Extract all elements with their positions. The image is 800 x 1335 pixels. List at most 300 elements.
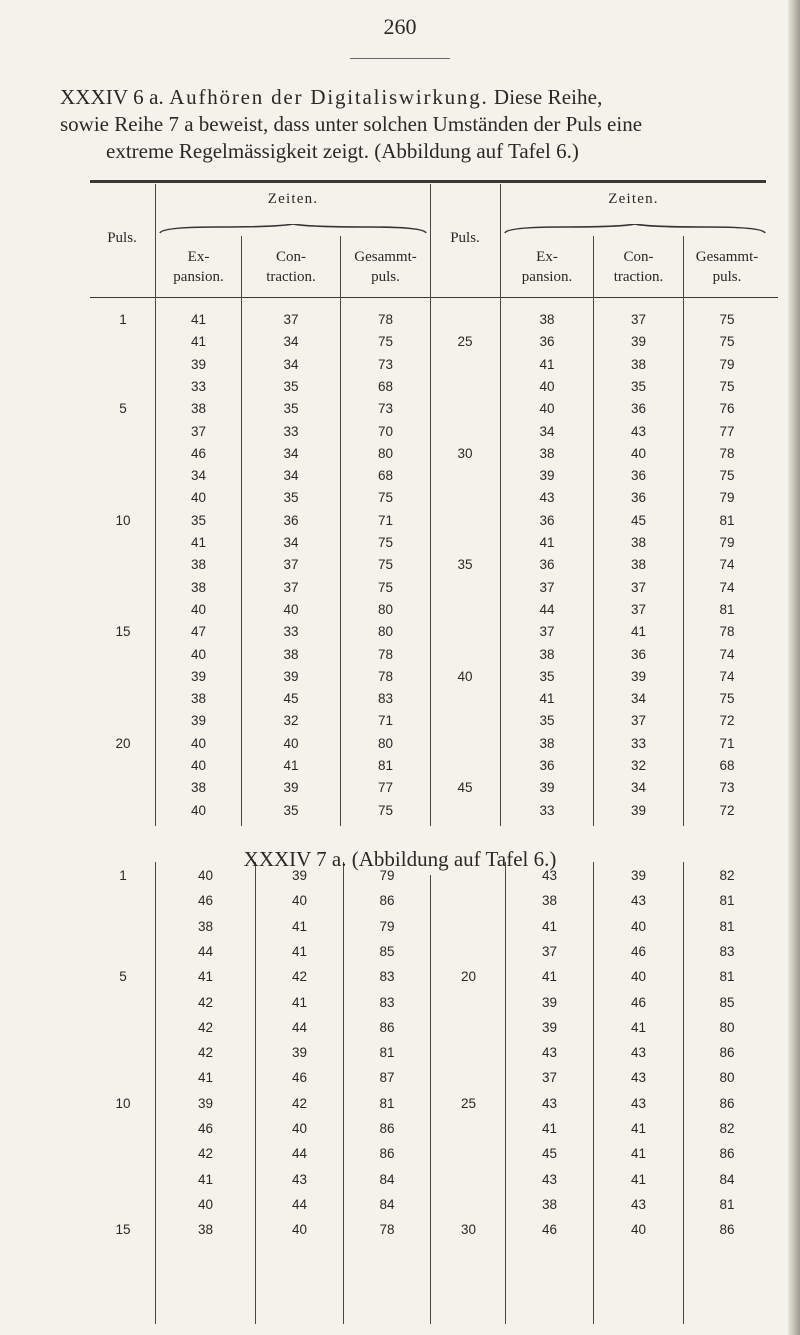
- cell-puls-right: [432, 1044, 505, 1062]
- cell-puls-left: 10: [115, 1095, 131, 1111]
- cell-puls-left: 5: [119, 401, 127, 417]
- cell-gesammtpuls-right: 75: [719, 378, 735, 394]
- cell-expansion-left: 41: [197, 1171, 214, 1187]
- cell-contraction-left: 41: [283, 758, 299, 773]
- cell-gesammtpuls-right: 85: [719, 994, 735, 1010]
- cell-expansion-left: 42: [197, 1019, 214, 1035]
- cell-expansion-left: 39: [190, 713, 207, 729]
- header-gesammtpuls-right: [684, 247, 770, 287]
- caption-line-2: sowie Reihe 7 a beweist, dass unter solchen Umständen der Puls eine: [60, 112, 643, 136]
- cell-puls-left: 1: [119, 868, 127, 883]
- page-number: 260: [383, 14, 417, 39]
- cell-expansion-right: 36: [539, 758, 555, 773]
- cell-puls-right: [432, 1019, 505, 1037]
- cell-gesammtpuls-right: 74: [719, 668, 735, 684]
- cell-contraction-left: 40: [283, 735, 299, 751]
- cell-puls-right: [432, 867, 505, 885]
- cell-contraction-right: 40: [630, 445, 647, 461]
- cell-expansion-right: 38: [539, 312, 555, 327]
- cell-contraction-right: 34: [630, 780, 647, 796]
- cell-contraction-left: 44: [291, 1196, 308, 1212]
- header-zeiten-right: Zeiten.: [608, 191, 659, 207]
- cell-expansion-left: 38: [190, 579, 207, 595]
- cell-puls-right: 30: [457, 445, 473, 461]
- cell-contraction-left: 36: [283, 512, 299, 528]
- cell-puls-right: [432, 579, 498, 597]
- cell-gesammtpuls-left: 71: [377, 512, 394, 528]
- cell-gesammtpuls-left: 83: [379, 969, 395, 985]
- cell-contraction-left: 40: [291, 1222, 308, 1238]
- cell-expansion-right: 41: [539, 535, 555, 550]
- cell-gesammtpuls-right: 79: [719, 535, 735, 550]
- cell-contraction-left: 35: [283, 802, 299, 818]
- cell-expansion-right: 33: [539, 802, 555, 818]
- cell-expansion-right: 44: [539, 601, 555, 617]
- cell-puls-left: 5: [119, 969, 127, 985]
- cell-gesammtpuls-left: 86: [379, 1019, 395, 1035]
- cell-gesammtpuls-left: 68: [377, 468, 394, 484]
- cell-expansion-left: 38: [190, 557, 207, 573]
- cell-puls-left: [92, 757, 154, 775]
- cell-contraction-right: 41: [630, 624, 647, 640]
- header-puls-left: Puls.: [107, 230, 137, 246]
- caption-line-1: [60, 84, 780, 111]
- cell-expansion-left: 39: [190, 356, 207, 372]
- cell-puls-left: [92, 333, 154, 351]
- cell-puls-right: [432, 892, 505, 910]
- cell-puls-left: [92, 1120, 154, 1138]
- table-7a-title: XXXIV 7 a. (Abbildung auf Tafel 6.): [243, 847, 557, 871]
- zeiten-brace-right: [503, 224, 767, 234]
- cell-expansion-right: 38: [541, 1196, 558, 1212]
- cell-gesammtpuls-right: 80: [719, 1070, 735, 1086]
- cell-contraction-left: 33: [283, 624, 299, 640]
- caption-prefix: XXXIV 6 a.: [60, 85, 170, 109]
- cell-contraction-right: 35: [630, 378, 647, 394]
- cell-puls-left: [92, 892, 154, 910]
- header-expansion-1: Ex-: [187, 249, 210, 265]
- cell-expansion-right: 36: [539, 557, 555, 573]
- cell-expansion-right: 37: [541, 1070, 558, 1086]
- cell-gesammtpuls-right: 82: [719, 1121, 735, 1136]
- cell-gesammtpuls-left: 79: [379, 868, 395, 883]
- cell-expansion-right: 45: [541, 1146, 558, 1162]
- cell-gesammtpuls-left: 80: [377, 445, 394, 461]
- cell-gesammtpuls-right: 79: [719, 356, 735, 372]
- cell-puls-right: 30: [460, 1222, 477, 1238]
- header-contraction-1: Con-: [623, 249, 654, 265]
- cell-contraction-left: 44: [291, 1146, 308, 1162]
- cell-expansion-left: 40: [197, 1196, 214, 1212]
- cell-expansion-right: 41: [541, 969, 558, 985]
- cell-contraction-left: 35: [283, 401, 299, 417]
- cell-expansion-left: 41: [190, 535, 207, 550]
- cell-expansion-right: 41: [539, 356, 555, 372]
- cell-gesammtpuls-left: 84: [379, 1171, 395, 1187]
- cell-gesammtpuls-left: 78: [377, 312, 394, 327]
- cell-contraction-left: 34: [283, 445, 299, 461]
- header-gesammtpuls-2: puls.: [371, 269, 400, 285]
- cell-puls-right: [432, 512, 498, 530]
- cell-contraction-left: 40: [291, 1121, 308, 1136]
- cell-gesammtpuls-right: 68: [719, 758, 735, 773]
- page-number-rule: [350, 58, 450, 59]
- cell-expansion-right: 43: [541, 1171, 558, 1187]
- cell-puls-right: [432, 378, 498, 396]
- cell-contraction-left: 34: [283, 468, 299, 484]
- cell-contraction-right: 37: [630, 579, 647, 595]
- cell-gesammtpuls-left: 77: [377, 780, 394, 796]
- cell-expansion-right: 43: [539, 490, 555, 506]
- header-gesammtpuls-1: Gesammt-: [695, 249, 759, 265]
- cell-expansion-right: 40: [539, 401, 555, 417]
- cell-contraction-left: 37: [283, 579, 299, 595]
- cell-expansion-right: 39: [539, 780, 555, 796]
- cell-puls-right: [432, 623, 498, 641]
- cell-expansion-left: 41: [197, 1070, 214, 1086]
- cell-expansion-right: 37: [539, 579, 555, 595]
- caption-suffix: Diese Reihe,: [488, 85, 603, 109]
- cell-gesammtpuls-left: 75: [377, 557, 394, 573]
- header-expansion-2: pansion.: [521, 269, 573, 285]
- cell-gesammtpuls-right: 81: [719, 918, 735, 934]
- cell-gesammtpuls-right: 74: [719, 646, 735, 662]
- cell-puls-right: [432, 712, 498, 730]
- cell-expansion-left: 40: [190, 802, 207, 818]
- cell-contraction-left: 42: [291, 969, 308, 985]
- cell-contraction-right: 46: [630, 994, 647, 1010]
- cell-gesammtpuls-right: 86: [719, 1222, 735, 1238]
- cell-puls-right: 40: [457, 668, 473, 684]
- cell-gesammtpuls-left: 86: [379, 1121, 395, 1136]
- cell-contraction-right: 39: [630, 334, 647, 350]
- cell-contraction-right: 39: [630, 868, 647, 883]
- cell-gesammtpuls-left: 70: [377, 423, 394, 439]
- cell-expansion-left: 38: [197, 1222, 214, 1238]
- cell-contraction-right: 41: [630, 1146, 647, 1162]
- cell-puls-right: [432, 1171, 505, 1189]
- cell-puls-left: [92, 556, 154, 574]
- cell-puls-right: [432, 1145, 505, 1163]
- header-puls-right: Puls.: [450, 230, 480, 246]
- cell-contraction-right: 34: [630, 691, 647, 707]
- cell-expansion-left: 40: [197, 868, 214, 883]
- cell-gesammtpuls-right: 83: [719, 943, 735, 959]
- cell-contraction-right: 45: [630, 512, 647, 528]
- cell-expansion-left: 41: [190, 334, 207, 350]
- cell-puls-left: [92, 994, 154, 1012]
- cell-gesammtpuls-left: 80: [377, 735, 394, 751]
- header-gesammtpuls-2: puls.: [712, 269, 742, 285]
- header-contraction-2: traction.: [266, 269, 316, 285]
- cell-contraction-left: 35: [283, 378, 299, 394]
- cell-expansion-left: 46: [197, 893, 214, 909]
- cell-gesammtpuls-left: 78: [377, 646, 394, 662]
- cell-puls-left: [92, 779, 154, 797]
- cell-gesammtpuls-right: 86: [719, 1045, 735, 1061]
- cell-contraction-right: 41: [630, 1121, 647, 1136]
- cell-contraction-left: 42: [291, 1095, 308, 1111]
- cell-contraction-right: 38: [630, 535, 647, 550]
- cell-puls-left: [92, 534, 154, 552]
- cell-gesammtpuls-left: 68: [377, 378, 394, 394]
- cell-puls-left: 15: [115, 1222, 131, 1238]
- cell-expansion-left: 38: [190, 691, 207, 707]
- column-rule: [430, 875, 431, 1324]
- cell-gesammtpuls-left: 73: [377, 401, 394, 417]
- cell-contraction-right: 38: [630, 356, 647, 372]
- cell-expansion-right: 41: [541, 1121, 558, 1136]
- cell-puls-left: [92, 601, 154, 619]
- cell-expansion-right: 40: [539, 378, 555, 394]
- cell-puls-right: [432, 467, 498, 485]
- cell-puls-right: [432, 918, 505, 936]
- cell-expansion-left: 39: [190, 668, 207, 684]
- cell-gesammtpuls-right: 75: [719, 691, 735, 707]
- cell-expansion-right: 39: [541, 1019, 558, 1035]
- cell-puls-right: 25: [460, 1095, 477, 1111]
- cell-puls-right: [432, 601, 498, 619]
- cell-puls-right: 35: [457, 557, 473, 573]
- cell-puls-right: [432, 690, 498, 708]
- cell-expansion-left: 40: [190, 735, 207, 751]
- caption-line-3: extreme Regelmässigkeit zeigt. (Abbildung auf Tafel 6.): [106, 139, 579, 163]
- cell-puls-right: 45: [457, 780, 473, 796]
- cell-expansion-left: 47: [190, 624, 207, 640]
- cell-gesammtpuls-left: 83: [379, 994, 395, 1010]
- cell-puls-left: [92, 1145, 154, 1163]
- cell-expansion-left: 37: [190, 423, 207, 439]
- cell-expansion-right: 34: [539, 423, 555, 439]
- cell-contraction-right: 32: [630, 758, 647, 773]
- cell-contraction-right: 43: [630, 1070, 647, 1086]
- cell-gesammtpuls-right: 81: [719, 969, 735, 985]
- cell-gesammtpuls-right: 75: [719, 312, 735, 327]
- cell-contraction-right: 43: [630, 423, 647, 439]
- cell-gesammtpuls-left: 75: [377, 802, 394, 818]
- cell-gesammtpuls-left: 83: [377, 691, 394, 707]
- cell-gesammtpuls-left: 75: [377, 334, 394, 350]
- cell-expansion-left: 42: [197, 994, 214, 1010]
- cell-puls-right: [432, 735, 498, 753]
- cell-expansion-right: 36: [539, 334, 555, 350]
- cell-gesammtpuls-left: 75: [377, 490, 394, 506]
- cell-puls-left: [92, 690, 154, 708]
- cell-contraction-right: 36: [630, 401, 647, 417]
- cell-contraction-left: 46: [291, 1070, 308, 1086]
- header-bottom-rule: [90, 297, 778, 298]
- cell-contraction-left: 37: [283, 557, 299, 573]
- cell-gesammtpuls-right: 72: [719, 713, 735, 729]
- cell-gesammtpuls-left: 84: [379, 1196, 395, 1212]
- cell-contraction-left: 39: [291, 1045, 308, 1061]
- cell-expansion-left: 44: [197, 943, 214, 959]
- cell-expansion-left: 39: [197, 1095, 214, 1111]
- header-contraction-1: Con-: [276, 249, 306, 265]
- cell-expansion-left: 38: [197, 918, 214, 934]
- cell-puls-right: [432, 1196, 505, 1214]
- cell-puls-right: [432, 1120, 505, 1138]
- cell-puls-right: [432, 489, 498, 507]
- cell-puls-right: [432, 1069, 505, 1087]
- cell-gesammtpuls-right: 78: [719, 445, 735, 461]
- cell-gesammtpuls-left: 80: [377, 624, 394, 640]
- cell-puls-left: [92, 489, 154, 507]
- cell-gesammtpuls-left: 80: [377, 601, 394, 617]
- cell-puls-left: [92, 1069, 154, 1087]
- cell-gesammtpuls-right: 74: [719, 579, 735, 595]
- cell-expansion-right: 43: [541, 1095, 558, 1111]
- cell-puls-right: [432, 400, 498, 418]
- cell-contraction-right: 36: [630, 468, 647, 484]
- cell-gesammtpuls-left: 86: [379, 893, 395, 909]
- cell-expansion-right: 38: [539, 445, 555, 461]
- cell-expansion-right: 37: [539, 624, 555, 640]
- cell-puls-left: 20: [115, 735, 131, 751]
- header-contraction-left: [242, 247, 340, 287]
- cell-contraction-right: 46: [630, 943, 647, 959]
- cell-expansion-right: 41: [541, 918, 558, 934]
- cell-expansion-right: 43: [541, 868, 558, 883]
- cell-puls-left: [92, 579, 154, 597]
- cell-contraction-right: 43: [630, 893, 647, 909]
- table-top-rule: [90, 180, 766, 183]
- cell-expansion-right: 37: [541, 943, 558, 959]
- cell-gesammtpuls-right: 81: [719, 893, 735, 909]
- cell-contraction-left: 40: [291, 893, 308, 909]
- column-rule: [430, 184, 431, 826]
- cell-puls-left: 15: [115, 624, 131, 640]
- cell-puls-left: [92, 646, 154, 664]
- cell-puls-right: [432, 943, 505, 961]
- cell-contraction-right: 36: [630, 490, 647, 506]
- cell-gesammtpuls-right: 81: [719, 1196, 735, 1212]
- cell-gesammtpuls-right: 79: [719, 490, 735, 506]
- cell-gesammtpuls-left: 75: [377, 535, 394, 550]
- cell-expansion-left: 34: [190, 468, 207, 484]
- cell-gesammtpuls-right: 72: [719, 802, 735, 818]
- cell-gesammtpuls-left: 73: [377, 356, 394, 372]
- cell-gesammtpuls-right: 86: [719, 1146, 735, 1162]
- cell-expansion-right: 39: [539, 468, 555, 484]
- cell-contraction-left: 32: [283, 713, 299, 729]
- cell-puls-left: [92, 802, 154, 820]
- cell-contraction-left: 39: [283, 668, 299, 684]
- cell-gesammtpuls-right: 84: [719, 1171, 735, 1187]
- cell-gesammtpuls-left: 79: [379, 918, 395, 934]
- cell-gesammtpuls-left: 75: [377, 579, 394, 595]
- cell-gesammtpuls-left: 81: [379, 1045, 395, 1061]
- cell-puls-left: 1: [119, 312, 127, 327]
- caption: [60, 84, 780, 165]
- cell-puls-left: [92, 423, 154, 441]
- cell-contraction-right: 37: [630, 312, 647, 327]
- cell-contraction-left: 40: [283, 601, 299, 617]
- header-contraction-right: [594, 247, 683, 287]
- cell-puls-right: [432, 802, 498, 820]
- cell-puls-left: [92, 668, 154, 686]
- cell-expansion-left: 46: [197, 1121, 214, 1136]
- cell-contraction-right: 37: [630, 713, 647, 729]
- cell-contraction-right: 43: [630, 1196, 647, 1212]
- cell-expansion-right: 46: [541, 1222, 558, 1238]
- cell-gesammtpuls-left: 81: [377, 758, 394, 773]
- cell-puls-right: [432, 423, 498, 441]
- header-expansion-right: [501, 247, 593, 287]
- cell-contraction-left: 34: [283, 535, 299, 550]
- cell-gesammtpuls-right: 74: [719, 557, 735, 573]
- cell-contraction-right: 43: [630, 1095, 647, 1111]
- cell-puls-left: [92, 712, 154, 730]
- cell-gesammtpuls-right: 77: [719, 423, 735, 439]
- cell-puls-right: [432, 356, 498, 374]
- cell-contraction-left: 34: [283, 356, 299, 372]
- cell-gesammtpuls-left: 85: [379, 943, 395, 959]
- cell-expansion-right: 38: [539, 735, 555, 751]
- cell-expansion-left: 42: [197, 1045, 214, 1061]
- cell-gesammtpuls-left: 86: [379, 1146, 395, 1162]
- cell-expansion-right: 36: [539, 512, 555, 528]
- cell-gesammtpuls-right: 73: [719, 780, 735, 796]
- cell-puls-left: [92, 445, 154, 463]
- page-edge: [788, 0, 800, 1335]
- cell-expansion-right: 38: [539, 646, 555, 662]
- cell-puls-right: 25: [457, 334, 473, 350]
- cell-contraction-right: 40: [630, 918, 647, 934]
- caption-spaced-title: Aufhören der Digitaliswirkung.: [169, 85, 489, 109]
- cell-puls-left: [92, 378, 154, 396]
- cell-contraction-left: 37: [283, 312, 299, 327]
- cell-gesammtpuls-right: 78: [719, 624, 735, 640]
- cell-contraction-right: 41: [630, 1171, 647, 1187]
- cell-expansion-left: 35: [190, 512, 207, 528]
- cell-gesammtpuls-right: 81: [719, 512, 735, 528]
- header-expansion-1: Ex-: [536, 249, 558, 265]
- cell-contraction-right: 40: [630, 1222, 647, 1238]
- cell-contraction-left: 44: [291, 1019, 308, 1035]
- cell-puls-left: [92, 467, 154, 485]
- cell-puls-left: [92, 943, 154, 961]
- cell-gesammtpuls-right: 76: [719, 401, 735, 417]
- cell-puls-left: [92, 1044, 154, 1062]
- cell-puls-left: [92, 356, 154, 374]
- cell-gesammtpuls-right: 75: [719, 334, 735, 350]
- cell-expansion-right: 38: [541, 893, 558, 909]
- cell-expansion-left: 46: [190, 445, 207, 461]
- cell-expansion-right: 41: [539, 691, 555, 707]
- cell-gesammtpuls-left: 78: [377, 668, 394, 684]
- cell-contraction-right: 33: [630, 735, 647, 751]
- cell-gesammtpuls-right: 82: [719, 868, 735, 883]
- cell-puls-left: [92, 1196, 154, 1214]
- cell-contraction-left: 43: [291, 1171, 308, 1187]
- cell-gesammtpuls-right: 81: [719, 601, 735, 617]
- cell-puls-left: [92, 918, 154, 936]
- cell-contraction-right: 37: [630, 601, 647, 617]
- cell-contraction-left: 35: [283, 490, 299, 506]
- header-gesammtpuls-1: Gesammt-: [354, 249, 417, 265]
- cell-puls-right: [432, 994, 505, 1012]
- cell-gesammtpuls-right: 80: [719, 1019, 735, 1035]
- cell-expansion-left: 40: [190, 490, 207, 506]
- cell-expansion-left: 41: [197, 969, 214, 985]
- cell-puls-right: [432, 311, 498, 329]
- cell-contraction-left: 41: [291, 943, 308, 959]
- cell-gesammtpuls-left: 78: [379, 1222, 395, 1238]
- cell-contraction-left: 45: [283, 691, 299, 707]
- cell-expansion-left: 33: [190, 378, 207, 394]
- cell-expansion-left: 40: [190, 646, 207, 662]
